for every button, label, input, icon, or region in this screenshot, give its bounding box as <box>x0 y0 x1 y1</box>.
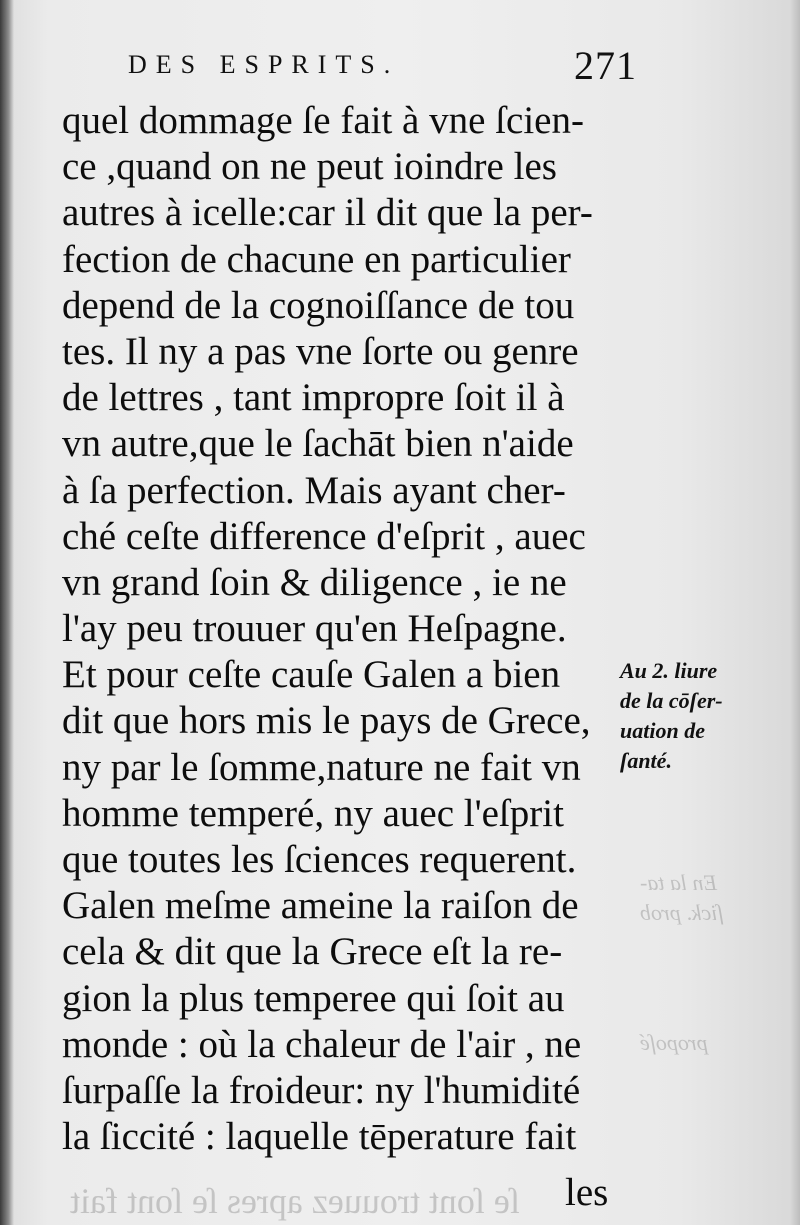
page-edge <box>790 0 800 1225</box>
text-line: quel dommage ſe fait à vne ſcien- <box>62 99 584 142</box>
text-line: ny par le ſomme,nature ne fait vn <box>62 745 581 789</box>
text-line: vn grand ſoin & diligence , ie ne <box>62 560 567 604</box>
text-line: vn autre,que le ſachāt bien n'aide <box>62 422 574 466</box>
text-line: monde : où la chaleur de l'air , ne <box>62 1022 582 1066</box>
show-through-text: propoſé <box>640 1030 708 1055</box>
text-line: que toutes les ſciences requerent. <box>62 838 577 881</box>
gutter-shadow <box>0 0 14 1225</box>
marginal-note <box>620 656 795 776</box>
text-line: gion la plus temperee qui ſoit au <box>62 976 565 1020</box>
page-header <box>128 43 648 88</box>
marginal-note-line: de la cōſer- <box>620 688 723 713</box>
body-text <box>62 98 622 1160</box>
text-line: tes. Il ny a pas vne ſorte ou genre <box>62 329 579 373</box>
text-line: de lettres , tant impropre ſoit il à <box>62 376 565 420</box>
marginal-note-line: ſanté. <box>620 748 672 773</box>
text-line: autres à icelle:car il dit que la per- <box>62 191 593 235</box>
show-through-text: ſe ſont trouuez apres ſe ſont fait <box>70 1181 520 1221</box>
text-line: homme temperé, ny auec l'eſprit <box>62 791 564 835</box>
marginal-note-line: Au 2. liure <box>620 658 718 683</box>
text-line: l'ay peu trouuer qu'en Heſpagne. <box>62 607 567 651</box>
text-line: à ſa perfection. Mais ayant cher- <box>62 468 566 512</box>
text-line: Galen meſme ameine la raiſon de <box>62 884 579 928</box>
text-line: Et pour ceſte cauſe Galen a bien <box>62 653 561 697</box>
marginal-note-line: uation de <box>620 718 705 743</box>
text-line: ché ceſte difference d'eſprit , auec <box>62 514 586 558</box>
running-head: DES ESPRITS. <box>128 50 400 79</box>
text-line: fection de chacune en particulier <box>62 237 571 281</box>
text-line: cela & dit que la Grece eſt la re- <box>62 930 563 974</box>
text-line: ce ,quand on ne peut ioindre les <box>62 145 557 189</box>
text-line: la ſiccité : laquelle tēperature fait <box>62 1115 577 1159</box>
text-line: depend de la cognoiſſance de tou <box>62 283 575 327</box>
text-line: ſurpaſſe la froideur: ny l'humidité <box>62 1068 581 1112</box>
show-through-text: ſick. prob <box>640 900 724 925</box>
catchword: les <box>565 1171 609 1214</box>
show-through-text: En la ta- <box>640 870 717 895</box>
text-line: dit que hors mis le pays de Grece, <box>62 699 591 743</box>
page-number: 271 <box>574 43 637 88</box>
